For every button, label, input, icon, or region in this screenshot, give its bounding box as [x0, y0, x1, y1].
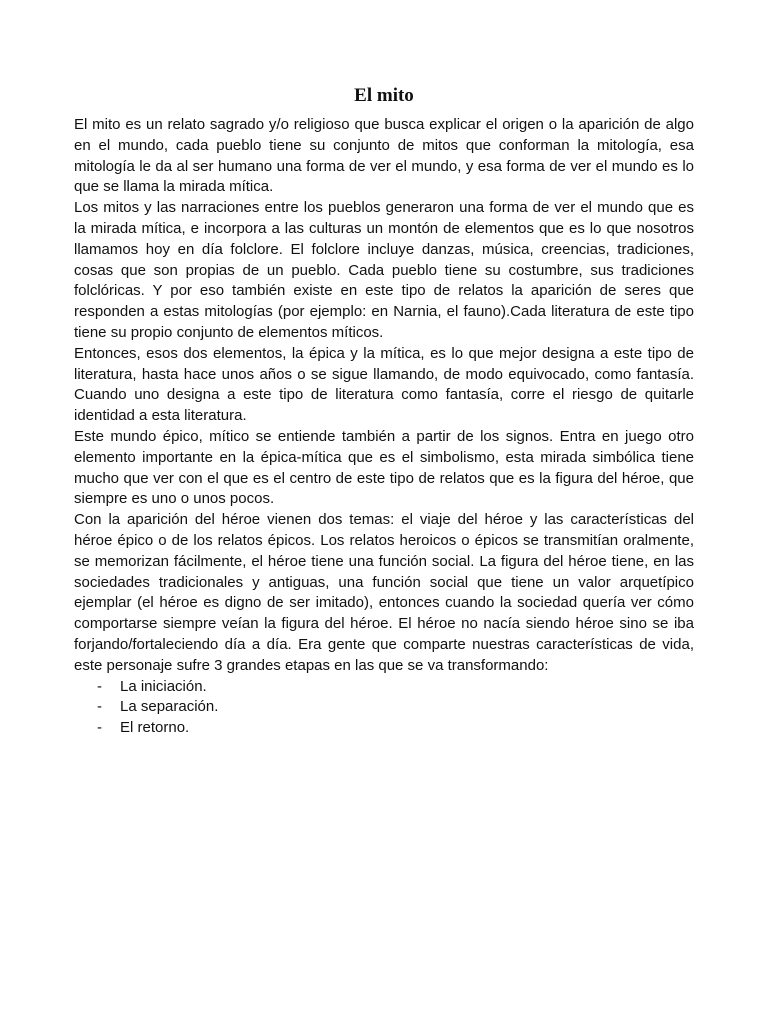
stages-list — [74, 677, 694, 739]
list-item-text: La separación. — [120, 698, 219, 716]
paragraph-2: Los mitos y las narraciones entre los pueblos generaron una forma de ver el mundo que es la mirada mítica, e incorpora a las culturas un montón de elementos que es lo que nosotros llamamos hoy en día folclore. El folclore incluye danzas, música, creencias, tradiciones, cosas que son propias de un pueblo. Cada pueblo tiene su costumbre, sus tradiciones folclóricas. Y por eso también existe en este tipo de relatos la aparición de seres que responden a estas mitologías (por ejemplo: en Narnia, el fauno).Cada literatura de este tipo tiene su propio conjunto de elementos míticos. — [74, 199, 694, 341]
page-title: El mito — [354, 85, 414, 106]
list-marker: - — [97, 677, 102, 695]
paragraph-3: Entonces, esos dos elementos, la épica y la mítica, es lo que mejor designa a este tipo de literatura, hasta hace unos años o se sigue llamando, de modo equivocado, como fantasía. Cuando uno designa a este tipo de literatura como fantasía, corre el riesgo de quitarle identidad a esta literatura. — [74, 344, 694, 425]
list-item — [74, 718, 694, 739]
list-marker: - — [97, 698, 102, 716]
list-item-text: El retorno. — [120, 719, 190, 737]
paragraph-5: Con la aparición del héroe vienen dos temas: el viaje del héroe y las características del héroe épico o de los relatos épicos. Los relatos heroicos o épicos se transmitían oralmente, se memorizan fácilmente, el héroe tiene una función social. La figura del héroe tiene, en las sociedades tradicionales y antiguas, una función social que tiene un valor arquetípico ejemplar (el héroe es digno de ser imitado), entonces cuando la sociedad quería ver cómo comportarse siempre veían la figura del héroe. El héroe no nacía siendo héroe sino se iba forjando/fortaleciendo día a día. Era gente que comparte nuestras características de vida, este personaje sufre 3 grandes etapas en las que se va transformando: — [74, 511, 694, 674]
paragraph-4: Este mundo épico, mítico se entiende también a partir de los signos. Entra en juego otro elemento importante en la épica-mítica que es el simbolismo, esta mirada simbólica tiene mucho que ver con el que es el centro de este tipo de relatos que es la figura del héroe, que siempre es uno o unos pocos. — [74, 427, 694, 508]
list-item — [74, 697, 694, 718]
paragraph-1: El mito es un relato sagrado y/o religioso que busca explicar el origen o la aparición de algo en el mundo, cada pueblo tiene su conjunto de mitos que conforman la mitología, esa mitología le da al ser humano una forma de ver el mundo, y esa forma de ver el mundo es lo que se llama la mirada mítica. — [74, 116, 694, 196]
list-item — [74, 677, 694, 698]
document-page — [74, 84, 694, 739]
list-item-text: La iniciación. — [120, 677, 207, 695]
list-marker: - — [97, 719, 102, 737]
